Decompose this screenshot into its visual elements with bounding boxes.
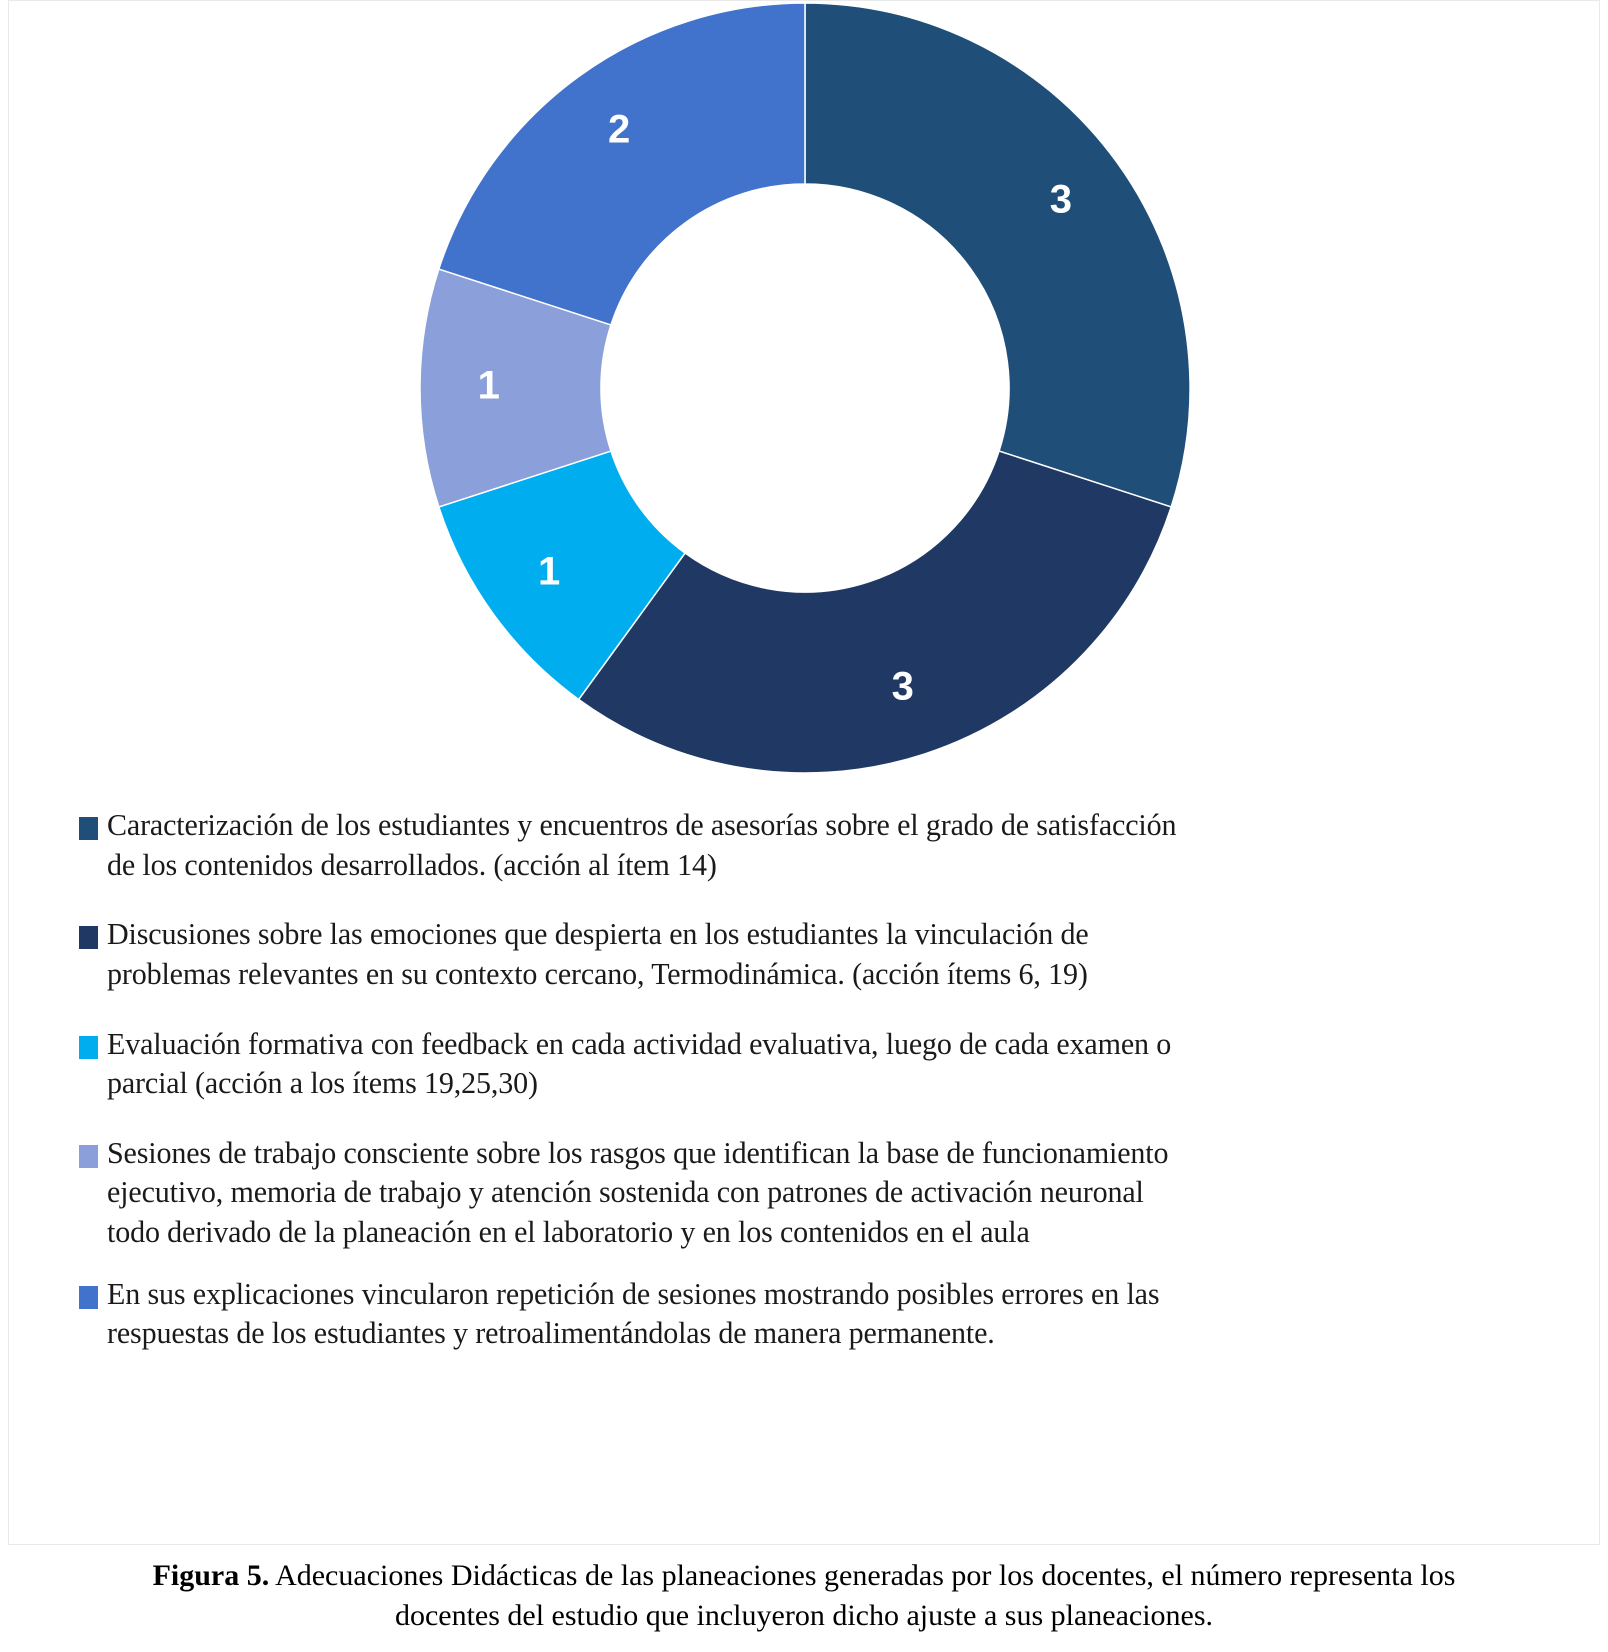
legend-item[interactable]	[79, 1025, 1509, 1104]
caption-line-1	[0, 1556, 1608, 1596]
legend-swatch-icon	[79, 1036, 98, 1059]
donut-slice-label: 3	[1049, 177, 1072, 222]
legend-item-label	[107, 1275, 1159, 1354]
legend-item-line: parcial (acción a los ítems 19,25,30)	[107, 1066, 538, 1101]
legend-item-line: En sus explicaciones vincularon repetición de sesiones mostrando posibles errores en las	[107, 1276, 1160, 1311]
legend-item[interactable]	[79, 1134, 1509, 1253]
legend-item-line: Sesiones de trabajo consciente sobre los rasgos que identifican la base de funcionamiento	[107, 1135, 1169, 1170]
legend-item-line: Caracterización de los estudiantes y encuentros de asesorías sobre el grado de satisfacción	[107, 808, 1177, 842]
donut-slice-label: 2	[607, 107, 631, 152]
donut-slice[interactable]	[805, 3, 1190, 507]
legend-item-line: ejecutivo, memoria de trabajo y atención sostenida con patrones de activación neuronal	[107, 1175, 1144, 1210]
legend-item-label	[107, 1025, 1171, 1104]
chart-legend	[79, 806, 1509, 1384]
legend-item-line: Discusiones sobre las emociones que despierta en los estudiantes la vinculación de	[107, 917, 1089, 952]
donut-slice[interactable]	[439, 3, 805, 325]
caption-text-1: Adecuaciones Didácticas de las planeaciones generadas por los docentes, el número representa los	[269, 1559, 1456, 1592]
legend-swatch-icon	[79, 1286, 98, 1309]
legend-item-label	[107, 806, 1176, 885]
donut-chart-svg	[410, 0, 1200, 783]
caption-line-2: docentes del estudio que incluyeron dicho ajuste a sus planeaciones.	[394, 1598, 1214, 1632]
figure-caption	[0, 1556, 1608, 1635]
legend-item[interactable]	[79, 915, 1509, 994]
donut-chart	[9, 0, 1601, 783]
legend-item-label	[107, 915, 1089, 994]
donut-slice-label: 1	[538, 549, 561, 594]
legend-item-line: problemas relevantes en su contexto cercano, Termodinámica. (acción ítems 6, 19)	[107, 956, 1088, 991]
legend-item-line: de los contenidos desarrollados. (acción al ítem 14)	[107, 847, 717, 882]
legend-item-line: todo derivado de la planeación en el laboratorio y en los contenidos en el aula	[107, 1215, 1030, 1250]
legend-item[interactable]	[79, 806, 1509, 885]
caption-label: Figura 5.	[152, 1559, 270, 1592]
donut-slice-label: 1	[477, 363, 500, 408]
legend-item[interactable]	[79, 1275, 1509, 1354]
legend-swatch-icon	[79, 1145, 98, 1168]
donut-slice[interactable]	[579, 451, 1171, 773]
legend-item-line: respuestas de los estudiantes y retroalimentándolas de manera permanente.	[107, 1316, 995, 1351]
legend-item-label	[107, 1134, 1168, 1253]
legend-item-line: Evaluación formativa con feedback en cada actividad evaluativa, luego de cada examen o	[107, 1026, 1172, 1061]
chart-card	[8, 0, 1600, 1545]
legend-swatch-icon	[79, 926, 98, 949]
donut-slice-label: 3	[891, 664, 914, 709]
legend-swatch-icon	[79, 817, 98, 840]
